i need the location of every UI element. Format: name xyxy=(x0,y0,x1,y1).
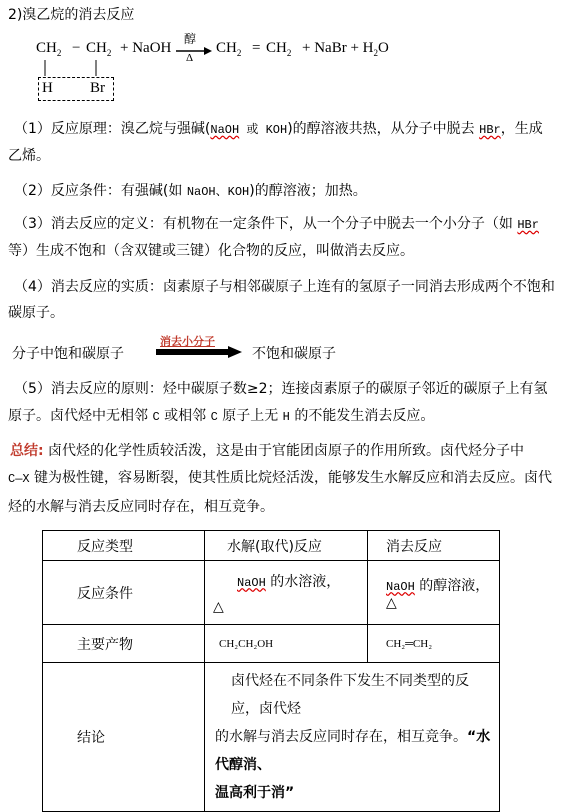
mnemonic-part-2: 温高利于消” xyxy=(215,785,295,801)
subscript: 2 xyxy=(106,48,112,58)
text: 或 xyxy=(239,123,266,137)
chem-naoh: NaOH xyxy=(210,123,240,137)
text: （3）消去反应的定义：有机物在一定条件下，从一个分子中脱去一个小分子（如 xyxy=(14,216,518,232)
text: 的水溶液， xyxy=(265,573,341,590)
product-ch2-a: CH xyxy=(216,40,237,56)
text: )的醇溶液；加热。 xyxy=(249,183,367,199)
text: )的醇溶液共热，从分子中脱去 xyxy=(287,121,480,137)
chem-hbr: HBr xyxy=(479,123,501,137)
text: 或相邻 xyxy=(159,408,211,424)
text: 的水解与消去反应同时存在，相互竞争。 xyxy=(215,729,467,745)
subscript: 2 xyxy=(373,48,378,58)
bond-cx: C—X xyxy=(8,472,30,486)
row-label-conclusion: 结论 xyxy=(43,663,205,812)
summary-label: 总结: xyxy=(10,443,44,459)
summary-line-3: 烃的水解与消去反应同时存在，相互竞争。 xyxy=(8,499,274,515)
essence-line-2: 碳原子。 xyxy=(8,305,64,321)
summary-line-2 xyxy=(8,467,564,487)
text: （1）反应原理：溴乙烷与强碱( xyxy=(14,121,211,137)
substituent-bonds xyxy=(36,58,126,78)
atom-h: H xyxy=(282,410,290,424)
chem-naoh: NaOH xyxy=(386,579,415,594)
rule-line-1: （5）消去反应的原则：烃中碳原子数≥2；连接卤素原子的碳原子邻近的碳原子上有氢 xyxy=(14,381,548,397)
text: 原子。卤代烃中无相邻 xyxy=(8,408,153,424)
arrow-label: 消去小分子 xyxy=(160,335,215,348)
row-label-conditions: 反应条件 xyxy=(43,561,205,625)
essence-line-1: （4）消去反应的实质：卤素原子与相邻碳原子上连有的氢原子一同消去形成两个不饱和 xyxy=(14,279,555,295)
chem-hbr: HBr xyxy=(517,218,539,232)
cell-elimination-product: CH₂═CH₂ xyxy=(368,625,500,663)
reactant-ch2-a: CH xyxy=(36,40,57,56)
subscript: 2 xyxy=(286,48,292,58)
product-ch2-b: CH xyxy=(266,40,287,56)
unsaturated-carbon-label: 不饱和碳原子 xyxy=(252,346,336,362)
table-row-conditions xyxy=(43,561,500,625)
saturated-carbon-label: 分子中饱和碳原子 xyxy=(12,346,124,362)
principle-line-2: 乙烯。 xyxy=(8,148,50,164)
mnemonic-part-1: “水代醇消、 xyxy=(215,729,491,773)
atom-c: C xyxy=(152,410,160,424)
header-hydrolysis: 水解(取代)反应 xyxy=(205,531,368,561)
reaction-equation xyxy=(36,32,556,100)
bond-dash: − xyxy=(72,40,81,56)
elimination-arrow-icon xyxy=(156,346,242,358)
text: 卤代烃的化学性质较活泼，这是由于官能团卤原子的作用所致。卤代烃分子中 xyxy=(43,443,525,459)
text: 键为极性键，容易断裂，使其性质比烷烃活泼，能够发生水解反应和消去反应。卤代 xyxy=(29,470,553,486)
subscript: 2 xyxy=(56,48,62,58)
header-type: 反应类型 xyxy=(43,531,205,561)
cell-hydrolysis-conditions xyxy=(205,561,368,625)
cell-elimination-conditions xyxy=(368,561,500,625)
text: （2）反应条件：有强碱(如 xyxy=(14,183,187,199)
table-row-conclusion xyxy=(43,663,500,812)
oxygen: O xyxy=(378,40,389,56)
condition-line xyxy=(14,180,564,200)
section-title: 2)溴乙烷的消去反应 xyxy=(8,7,135,23)
table-row-products xyxy=(43,625,500,663)
cell-hydrolysis-product: CH₂CH₂OH xyxy=(205,625,368,663)
text: 卤代烃在不同条件下发生不同类型的反应，卤代烃 xyxy=(231,673,469,717)
row-label-products: 主要产物 xyxy=(43,625,205,663)
definition-line-1 xyxy=(14,213,564,233)
chem-bases: NaOH、KOH xyxy=(186,185,250,199)
subscript: 2 xyxy=(236,48,242,58)
text: ，生成 xyxy=(500,121,543,137)
atom-h: H xyxy=(42,80,53,96)
text: 的不能发生消去反应。 xyxy=(289,408,435,424)
cell-conclusion xyxy=(205,663,500,812)
principle-line-1 xyxy=(14,118,564,138)
atom-c: C xyxy=(210,410,218,424)
plus-nabr-h2o: + NaBr + H xyxy=(302,40,374,56)
header-elimination: 消去反应 xyxy=(368,531,500,561)
definition-line-2: 等）生成不饱和（含双键或三键）化合物的反应，叫做消去反应。 xyxy=(8,243,414,259)
atom-br: Br xyxy=(90,80,105,96)
double-bond: = xyxy=(252,40,261,56)
rule-line-2 xyxy=(8,405,564,425)
summary-line-1 xyxy=(10,440,564,460)
condition-heat: Δ xyxy=(186,52,194,64)
comparison-table xyxy=(42,530,500,812)
condition-alcohol: 醇 xyxy=(184,32,197,46)
table-header-row xyxy=(43,531,500,561)
text: 原子上无 xyxy=(217,408,283,424)
delta-symbol: △ xyxy=(213,598,224,615)
chem-koh: KOH xyxy=(265,123,288,137)
plus-naoh: + NaOH xyxy=(120,40,172,56)
chem-naoh: NaOH xyxy=(237,575,266,590)
reaction-arrow-icon xyxy=(176,46,212,56)
text: 的醇溶液，△ xyxy=(386,577,490,611)
reactant-ch2-b: CH xyxy=(86,40,107,56)
